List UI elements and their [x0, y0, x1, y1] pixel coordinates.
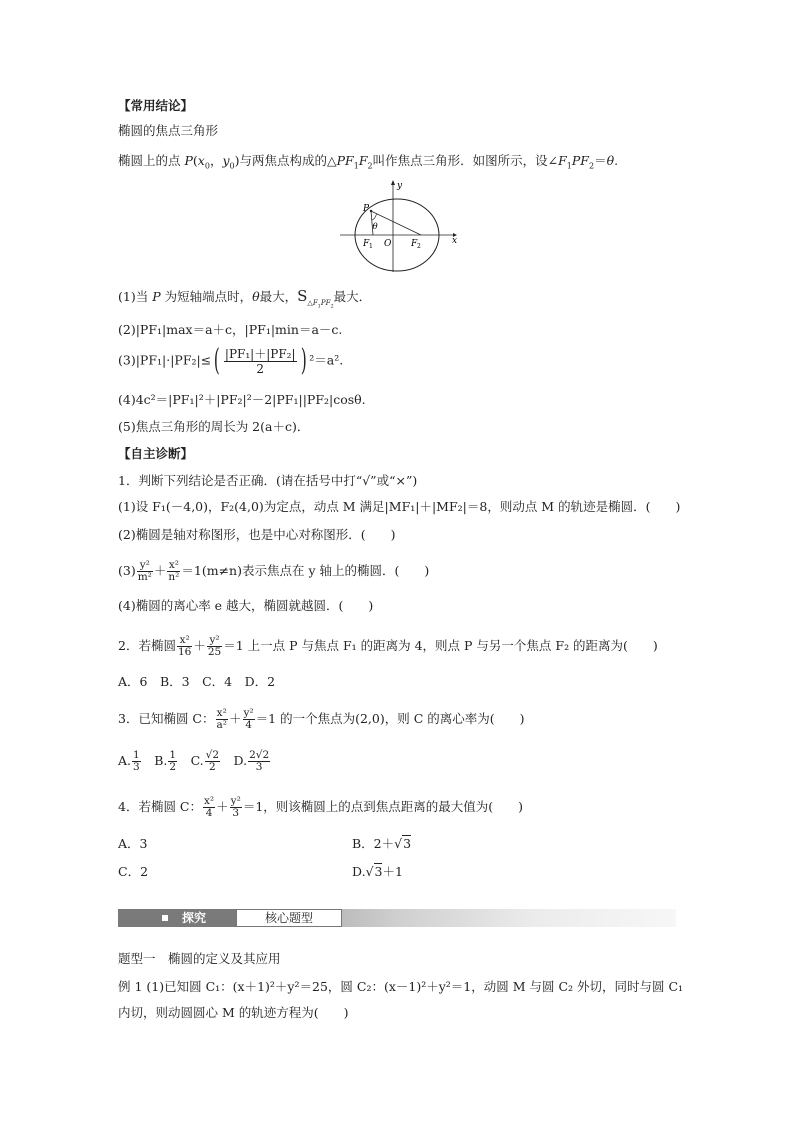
question-1-stem: 1．判断下列结论是否正确．(请在括号中打“√”或“×”): [118, 473, 418, 488]
conclusion-3: (3)|PF₁|·|PF₂|≤( $\frac{\text{|PF₁|＋|PF₂|}}{2}$ ) ²＝a².: [118, 343, 344, 378]
conclusion-2: (2)|PF₁|max＝a＋c，|PF₁|min＝a－c.: [118, 322, 343, 337]
question-4-option-a: A．3: [118, 836, 148, 851]
example-1-line-1: 例 1 (1)已知圆 C₁：(x＋1)²＋y²＝25，圆 C₂：(x－1)²＋y²＝1，动圆 M 与圆 C₂ 外切，同时与圆 C₁: [118, 979, 684, 994]
section-heading-self-diagnosis: 【自主诊断】: [118, 446, 194, 461]
svg-text:2: 2: [417, 243, 421, 250]
question-1-statement-2: (2)椭圆是轴对称图形，也是中心对称图形．( ): [118, 527, 396, 542]
question-4-stem: 4．若椭圆 C： $\frac{\text{x²}}{4}$ ＋ $\frac{\text{y²}}{3}$ ＝1，则该椭圆上的点到焦点距离的最大值为( ): [118, 795, 524, 819]
label-y: y: [397, 181, 403, 191]
label-x: x: [452, 236, 458, 246]
question-1-statement-1: (1)设 F₁(－4,0)，F₂(4,0)为定点，动点 M 满足|MF₁|＋|MF₂|＝8，则动点 M 的轨迹是椭圆．( ): [118, 499, 681, 514]
question-4-option-c: C．2: [118, 864, 149, 879]
question-2-stem: 2．若椭圆 $\frac{\text{x²}}{16}$ ＋ $\frac{\text{y²}}{25}$ ＝1 上一点 P 与焦点 F₁ 的距离为 4，则点 P 与另一个焦点 F₂ 的距离为( ): [118, 634, 658, 658]
question-2-options: A．6 B．3 C．4 D．2: [118, 674, 276, 689]
question-1-statement-4: (4)椭圆的离心率 e 越大，椭圆就越圆．( ): [118, 598, 374, 613]
intro-paragraph: 椭圆上的点 $P(x_0$，$y_0$)与两焦点构成的$\triangle PF_1F_2$叫作焦点三角形．如图所示，设$\angle F_1PF_2=\theta$.: [118, 153, 619, 171]
section-heading-conclusions: 【常用结论】: [118, 98, 194, 113]
y-axis-arrow: [391, 180, 395, 185]
section-banner: [118, 909, 676, 927]
conclusion-5: (5)焦点三角形的周长为 2(a＋c)．: [118, 419, 310, 434]
example-1-line-2: 内切，则动圆圆心 M 的轨迹方程为( ): [118, 1005, 349, 1020]
label-theta: θ: [372, 222, 378, 232]
svg-text:1: 1: [369, 243, 373, 250]
label-f2: F: [411, 239, 418, 249]
label-f1: F: [363, 239, 370, 249]
square-bullet-icon: [162, 915, 168, 921]
subsection-heading-focal-triangle: 椭圆的焦点三角形: [118, 123, 219, 138]
question-4-option-d: D.√3＋1: [352, 864, 403, 879]
banner-core-topic-label: 核心题型: [236, 909, 342, 927]
question-1-statement-3: (3) $\frac{\text{y²}}{\text{m²}}$ ＋ $\frac{\text{x²}}{\text{n²}}$ ＝1(m≠n)表示焦点在 y 轴上的椭圆．( ): [118, 559, 430, 583]
question-4-option-b: B．2＋√3: [352, 836, 412, 851]
angle-theta-arc: [372, 214, 377, 220]
segment-pf2: [371, 211, 421, 235]
label-origin: O: [384, 239, 392, 249]
ellipse-focal-triangle-figure: [335, 178, 460, 274]
question-3-stem: 3．已知椭圆 C： $\frac{\text{x²}}{\text{a²}}$ ＋ $\frac{\text{y²}}{4}$ ＝1 的一个焦点为(2,0)，则 C 的离心率为( ): [118, 707, 525, 731]
label-p: P: [363, 204, 370, 214]
conclusion-4: (4)4c²＝|PF₁|²＋|PF₂|²－2|PF₁||PF₂|cosθ.: [118, 392, 366, 407]
banner-explore-tab: 探究: [118, 909, 236, 927]
point-p: [370, 210, 372, 212]
question-3-options: A. $\frac{1}{3}$ B. $\frac{1}{2}$ C. $\frac{√2}{2}$ D. $\frac{2√2}{3}$: [118, 749, 270, 773]
topic-type-1-heading: 题型一 椭圆的定义及其应用: [118, 951, 281, 966]
conclusion-1: (1)当 P 为短轴端点时，θ最大，$S_{\triangle F_1PF_2}$最大．: [118, 287, 372, 309]
